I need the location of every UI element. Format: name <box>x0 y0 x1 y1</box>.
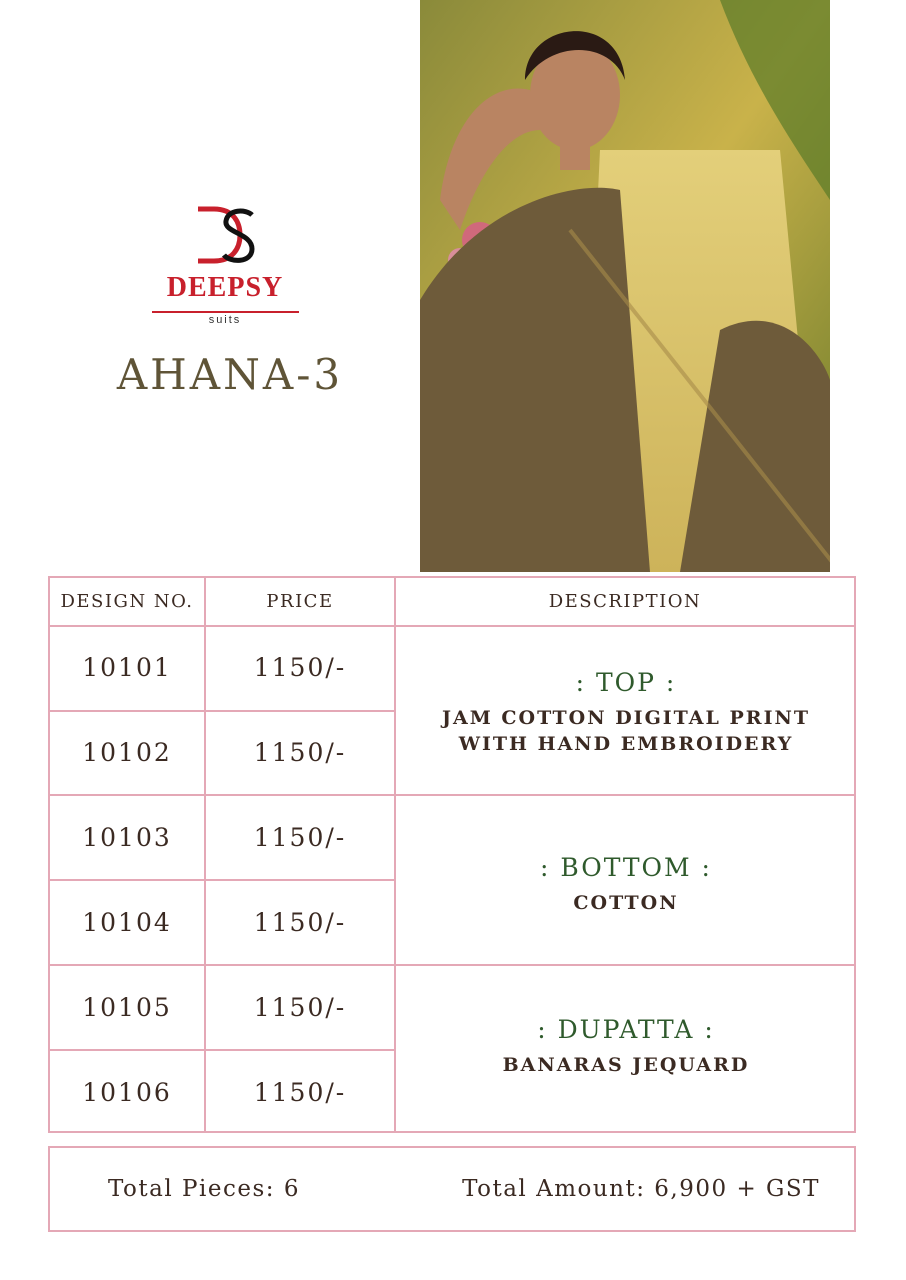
header-design-no: DESIGN NO. <box>60 591 194 612</box>
total-amount: Total Amount: 6,900 + GST <box>462 1176 820 1202</box>
description-text: JAM COTTON DIGITAL PRINT <box>442 707 810 729</box>
header-description: DESCRIPTION <box>548 591 702 612</box>
design-no-cell: 10102 <box>82 738 172 767</box>
design-no-cell: 10101 <box>82 653 172 682</box>
price-cell: 1150/- <box>253 993 347 1022</box>
price-cell: 1150/- <box>253 653 347 682</box>
description-text: WITH HAND EMBROIDERY <box>458 733 794 755</box>
price-cell: 1150/- <box>253 908 347 937</box>
header-price: PRICE <box>266 591 334 612</box>
brand-subtitle: suits <box>208 314 242 326</box>
brand-logo-icon <box>190 205 260 265</box>
description-text: COTTON <box>573 892 679 914</box>
description-heading: : BOTTOM : <box>540 853 712 882</box>
price-cell: 1150/- <box>253 823 347 852</box>
brand-block <box>60 190 390 430</box>
catalog-title: AHANA-3 <box>116 350 344 399</box>
description-dupatta <box>396 1015 856 1078</box>
design-no-cell: 10104 <box>82 908 172 937</box>
description-top <box>396 668 856 757</box>
model-photo <box>420 0 830 572</box>
design-no-cell: 10106 <box>82 1078 172 1107</box>
design-no-cell: 10105 <box>82 993 172 1022</box>
totals-bar <box>48 1146 856 1232</box>
description-text: BANARAS JEQUARD <box>502 1054 750 1076</box>
total-pieces: Total Pieces: 6 <box>108 1176 300 1202</box>
brand-divider <box>152 311 299 313</box>
description-heading: : TOP : <box>575 668 677 697</box>
design-price-table <box>48 576 856 1133</box>
description-bottom <box>396 853 856 916</box>
price-cell: 1150/- <box>253 1078 347 1107</box>
description-heading: : DUPATTA : <box>537 1015 715 1044</box>
design-no-cell: 10103 <box>82 823 172 852</box>
price-cell: 1150/- <box>253 738 347 767</box>
brand-name: DEEPSY <box>166 272 284 303</box>
